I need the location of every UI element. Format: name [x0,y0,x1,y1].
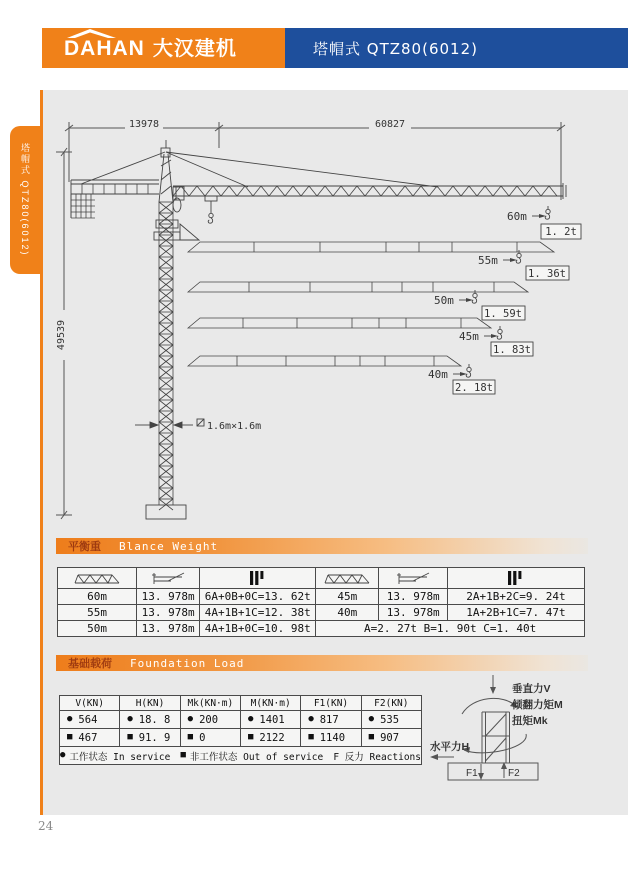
value: 1401 [259,713,285,726]
value-cell [180,711,240,729]
torque-label: 扭矩Mk [512,715,548,727]
out-of-service-row [60,729,422,747]
foundation-load-table [59,695,422,765]
counterweight-blocks-icon [250,571,265,585]
out-of-service-marker: ■ [187,732,194,742]
legend-in-service: 工作状态 In service [69,751,171,763]
tip-load-badge: 1. 83t [493,344,531,356]
out-of-service-marker: ■ [308,732,314,742]
in-service-marker: ● [127,714,133,724]
jib-icon [324,572,370,585]
value-cell [240,729,300,747]
weights-icon-cell [200,568,316,589]
foundation-force-diagram [428,668,620,798]
config-45m [459,326,533,356]
tip-load-badge: 2. 18t [455,382,493,394]
counter-jib-length-cell: 13. 978m [137,589,200,605]
counter-jib-length-cell: 13. 978m [137,621,200,637]
jib-length-cell: 55m [58,605,137,621]
vertical-force-label: 垂直力V [512,683,551,695]
legend-out-of-service: 非工作状态 Out of service [189,751,324,763]
out-of-service-marker: ■ [127,732,133,742]
value: 0 [199,731,206,744]
header-model-band [285,28,628,68]
side-tab [10,126,41,274]
dimension-lines [56,122,565,519]
counter-jib-icon-cell [137,568,200,589]
header-brand-band [42,28,285,68]
jib-icon [74,572,120,585]
value-cell [60,729,120,747]
in-service-row [60,711,422,729]
brand-name-en: DAHAN [64,36,145,60]
out-of-service-marker: ■ [180,750,186,760]
dim-front-label: 60827 [374,119,406,130]
out-of-service-marker: ■ [247,732,254,742]
config-60m [507,206,581,239]
legend-reactions: F 反力 Reactions [333,751,421,763]
value: 467 [78,731,98,744]
in-service-marker: ● [187,714,194,724]
config-length-label: 60m [507,210,527,223]
jib-length-cell: 60m [58,589,137,605]
balance-weight-title-cn: 平衡重 [68,541,101,553]
config-55m [478,250,569,280]
brand-name-cn: 大汉建机 [152,37,237,60]
config-50m [434,290,525,320]
main-hook-icon [208,210,213,223]
table-header-row [60,696,422,711]
legend-row [60,747,422,765]
value-cell [361,711,421,729]
counter-jib-icon-cell [379,568,448,589]
model-title: 塔帽式 QTZ80(6012) [313,39,478,58]
value: 817 [319,713,339,726]
table-row [58,589,585,605]
in-service-marker: ● [368,714,375,724]
weights-icon-cell [447,568,584,589]
balance-weight-table [57,567,585,637]
crane-structure [71,140,566,519]
weight-formula-cell: 2A+1B+2C=9. 24t [447,589,584,605]
counter-jib-icon [396,572,430,585]
balance-weight-title-en: Blance Weight [119,539,219,553]
value: 2122 [259,731,285,744]
value: 564 [78,713,98,726]
dim-rear-label: 13978 [128,119,160,130]
dahan-logo [64,38,237,59]
mast-section-callout [135,419,204,428]
jib-icon-cell [316,568,379,589]
content-panel [43,90,628,815]
weight-formula-cell: 6A+0B+0C=13. 62t [200,589,316,605]
config-length-label: 50m [434,294,454,307]
horizontal-force-label: 水平力H [430,741,470,753]
counter-jib-length-cell: 13. 978m [137,605,200,621]
col-header: F2(KN) [361,696,421,711]
logo-roof-icon [66,28,118,39]
hook-icon [466,364,471,377]
lattice-decoration [71,184,557,510]
value: 18. 8 [138,713,171,726]
col-header: M(KN·m) [240,696,300,711]
config-length-label: 40m [428,368,448,381]
page-number: 24 [38,819,54,833]
value: 1140 [319,731,346,744]
value: 200 [199,713,219,726]
foundation-load-title-en: Foundation Load [130,656,245,670]
dim-height-label: 49539 [56,319,67,351]
weight-formula-cell: 4A+1B+0C=10. 98t [200,621,316,637]
tower-section [482,712,510,763]
in-service-marker: ● [247,714,254,724]
side-tab-label: 塔帽式 QTZ80(6012) [20,143,30,257]
out-of-service-marker: ■ [368,732,375,742]
balance-weight-header [56,538,588,554]
col-header: F1(KN) [301,696,361,711]
value: 907 [380,731,400,744]
out-of-service-marker: ■ [67,732,73,742]
value-cell [120,729,180,747]
table-row [58,605,585,621]
value-cell [240,711,300,729]
config-40m [428,364,495,394]
value-cell [361,729,421,747]
mast-section-label: 1.6m×1.6m [207,421,262,432]
tip-load-badge: 1. 2t [545,226,577,238]
value-cell [301,729,361,747]
counter-jib-length-cell: 13. 978m [379,605,448,621]
jib-icon-cell [58,568,137,589]
hook-icon [545,206,550,219]
value-cell [180,729,240,747]
jib-length-cell: 45m [316,589,379,605]
foundation-load-title-cn: 基础载荷 [68,658,112,670]
weight-formula-cell: 4A+1B+1C=12. 38t [200,605,316,621]
legend-cell [60,747,422,765]
value-cell [301,711,361,729]
col-header: Mk(KN·m) [180,696,240,711]
jib-length-cell: 40m [316,605,379,621]
f1-label: F1 [466,768,478,779]
in-service-marker: ● [67,714,73,724]
table-row [58,621,585,637]
col-header: H(KN) [120,696,180,711]
col-header: V(KN) [60,696,120,711]
config-length-label: 45m [459,330,479,343]
hook-icon [497,326,502,339]
value-cell [120,711,180,729]
config-length-label: 55m [478,254,498,267]
counter-jib-icon [151,572,185,585]
value-cell [60,711,120,729]
value: 535 [380,713,400,726]
tip-load-badge: 1. 36t [528,268,566,280]
tip-load-badge: 1. 59t [484,308,522,320]
in-service-marker: ● [308,714,314,724]
jib-length-cell: 50m [58,621,137,637]
crane-drawing [43,90,628,537]
block-weights-cell: A=2. 27t B=1. 90t C=1. 40t [316,621,585,637]
f2-label: F2 [508,768,520,779]
counterweight-blocks-icon [508,571,523,585]
weight-formula-cell: 1A+2B+1C=7. 47t [447,605,584,621]
value: 91. 9 [138,731,171,744]
overturning-moment-label: 倾翻力矩M [512,699,563,711]
in-service-marker: ● [60,750,66,760]
counter-jib-length-cell: 13. 978m [379,589,448,605]
